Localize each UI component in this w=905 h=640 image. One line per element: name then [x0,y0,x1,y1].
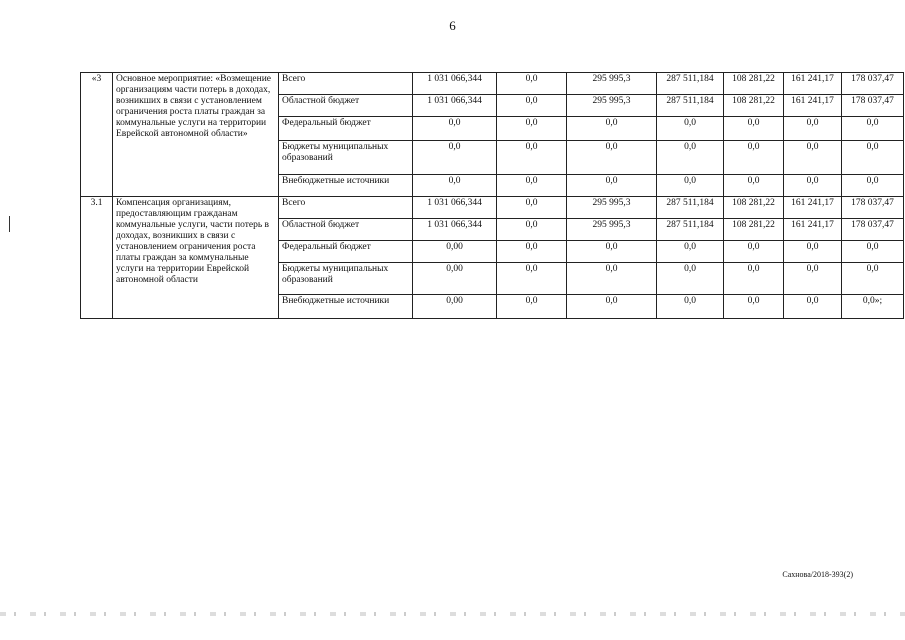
value-cell: 0,0 [657,263,724,295]
value-cell: 295 995,3 [567,73,657,95]
value-cell: 0,0 [657,141,724,175]
value-cell: 0,0 [724,141,784,175]
value-cell: 0,0 [497,95,567,117]
funding-source: Бюджеты муниципальных образований [279,263,413,295]
value-cell: 0,0 [842,263,904,295]
value-cell: 0,0 [497,117,567,141]
value-cell: 0,0 [724,263,784,295]
margin-mark [9,216,10,232]
funding-source: Внебюджетные источники [279,175,413,197]
value-cell: 0,0 [657,117,724,141]
value-cell: 0,0 [567,117,657,141]
table-row [81,73,904,95]
value-cell: 0,0 [657,175,724,197]
value-cell: 0,0 [497,241,567,263]
value-cell: 0,00 [413,295,497,319]
value-cell: 161 241,17 [784,197,842,219]
section-title: Компенсация организациям, предоставляющим гражданам коммунальные услуги, части потерь в доходах, возникших в связи с установлением ограничения роста платы граждан за коммунальные услуги на территории Еврейской автономной области [113,197,279,319]
value-cell: 0,0 [413,117,497,141]
value-cell: 0,0 [497,175,567,197]
value-cell: 161 241,17 [784,219,842,241]
section-code: «3 [81,73,113,197]
value-cell: 295 995,3 [567,219,657,241]
value-cell: 0,0 [567,295,657,319]
value-cell: 0,0 [567,141,657,175]
funding-source: Всего [279,73,413,95]
value-cell: 295 995,3 [567,197,657,219]
value-cell: 178 037,47 [842,197,904,219]
value-cell: 178 037,47 [842,73,904,95]
value-cell: 287 511,184 [657,73,724,95]
value-cell: 0,0 [784,117,842,141]
value-cell: 0,0 [724,117,784,141]
value-cell: 0,0 [657,295,724,319]
section-code: 3.1 [81,197,113,319]
value-cell: 0,0 [413,175,497,197]
value-cell: 0,00 [413,263,497,295]
funding-source: Федеральный бюджет [279,117,413,141]
section-title: Основное мероприятие: «Возмещение организациям части потерь в доходах, возникших в связи с установлением ограничения роста платы граждан за коммунальные услуги на территории Еврейской автономной области» [113,73,279,197]
value-cell: 161 241,17 [784,73,842,95]
value-cell: 0,0 [413,141,497,175]
value-cell: 0,0»; [842,295,904,319]
table-row [81,197,904,219]
budget-table [80,72,904,319]
value-cell: 0,0 [724,175,784,197]
page-number: 6 [449,18,456,33]
value-cell: 0,0 [784,241,842,263]
value-cell: 0,0 [497,295,567,319]
value-cell: 178 037,47 [842,95,904,117]
scan-artifact [0,612,905,616]
funding-source: Бюджеты муниципальных образований [279,141,413,175]
value-cell: 0,0 [724,295,784,319]
value-cell: 0,0 [842,241,904,263]
value-cell: 0,0 [497,73,567,95]
value-cell: 0,0 [784,295,842,319]
funding-source: Областной бюджет [279,219,413,241]
value-cell: 1 031 066,344 [413,95,497,117]
value-cell: 108 281,22 [724,95,784,117]
value-cell: 0,0 [784,175,842,197]
value-cell: 0,0 [497,263,567,295]
funding-source: Внебюджетные источники [279,295,413,319]
value-cell: 0,0 [497,197,567,219]
value-cell: 0,0 [842,175,904,197]
value-cell: 0,0 [784,141,842,175]
value-cell: 0,0 [497,219,567,241]
value-cell: 287 511,184 [657,219,724,241]
value-cell: 0,0 [657,241,724,263]
value-cell: 0,0 [567,175,657,197]
document-code: Сахнова/2018-393(2) [782,570,853,579]
value-cell: 0,0 [842,141,904,175]
value-cell: 0,0 [784,263,842,295]
funding-source: Всего [279,197,413,219]
value-cell: 0,0 [497,141,567,175]
value-cell: 0,0 [567,241,657,263]
value-cell: 0,0 [842,117,904,141]
value-cell: 108 281,22 [724,197,784,219]
value-cell: 1 031 066,344 [413,73,497,95]
value-cell: 287 511,184 [657,197,724,219]
value-cell: 295 995,3 [567,95,657,117]
funding-source: Областной бюджет [279,95,413,117]
value-cell: 178 037,47 [842,219,904,241]
value-cell: 287 511,184 [657,95,724,117]
value-cell: 0,00 [413,241,497,263]
value-cell: 108 281,22 [724,73,784,95]
funding-source: Федеральный бюджет [279,241,413,263]
value-cell: 1 031 066,344 [413,197,497,219]
value-cell: 0,0 [567,263,657,295]
value-cell: 1 031 066,344 [413,219,497,241]
value-cell: 0,0 [724,241,784,263]
value-cell: 108 281,22 [724,219,784,241]
value-cell: 161 241,17 [784,95,842,117]
